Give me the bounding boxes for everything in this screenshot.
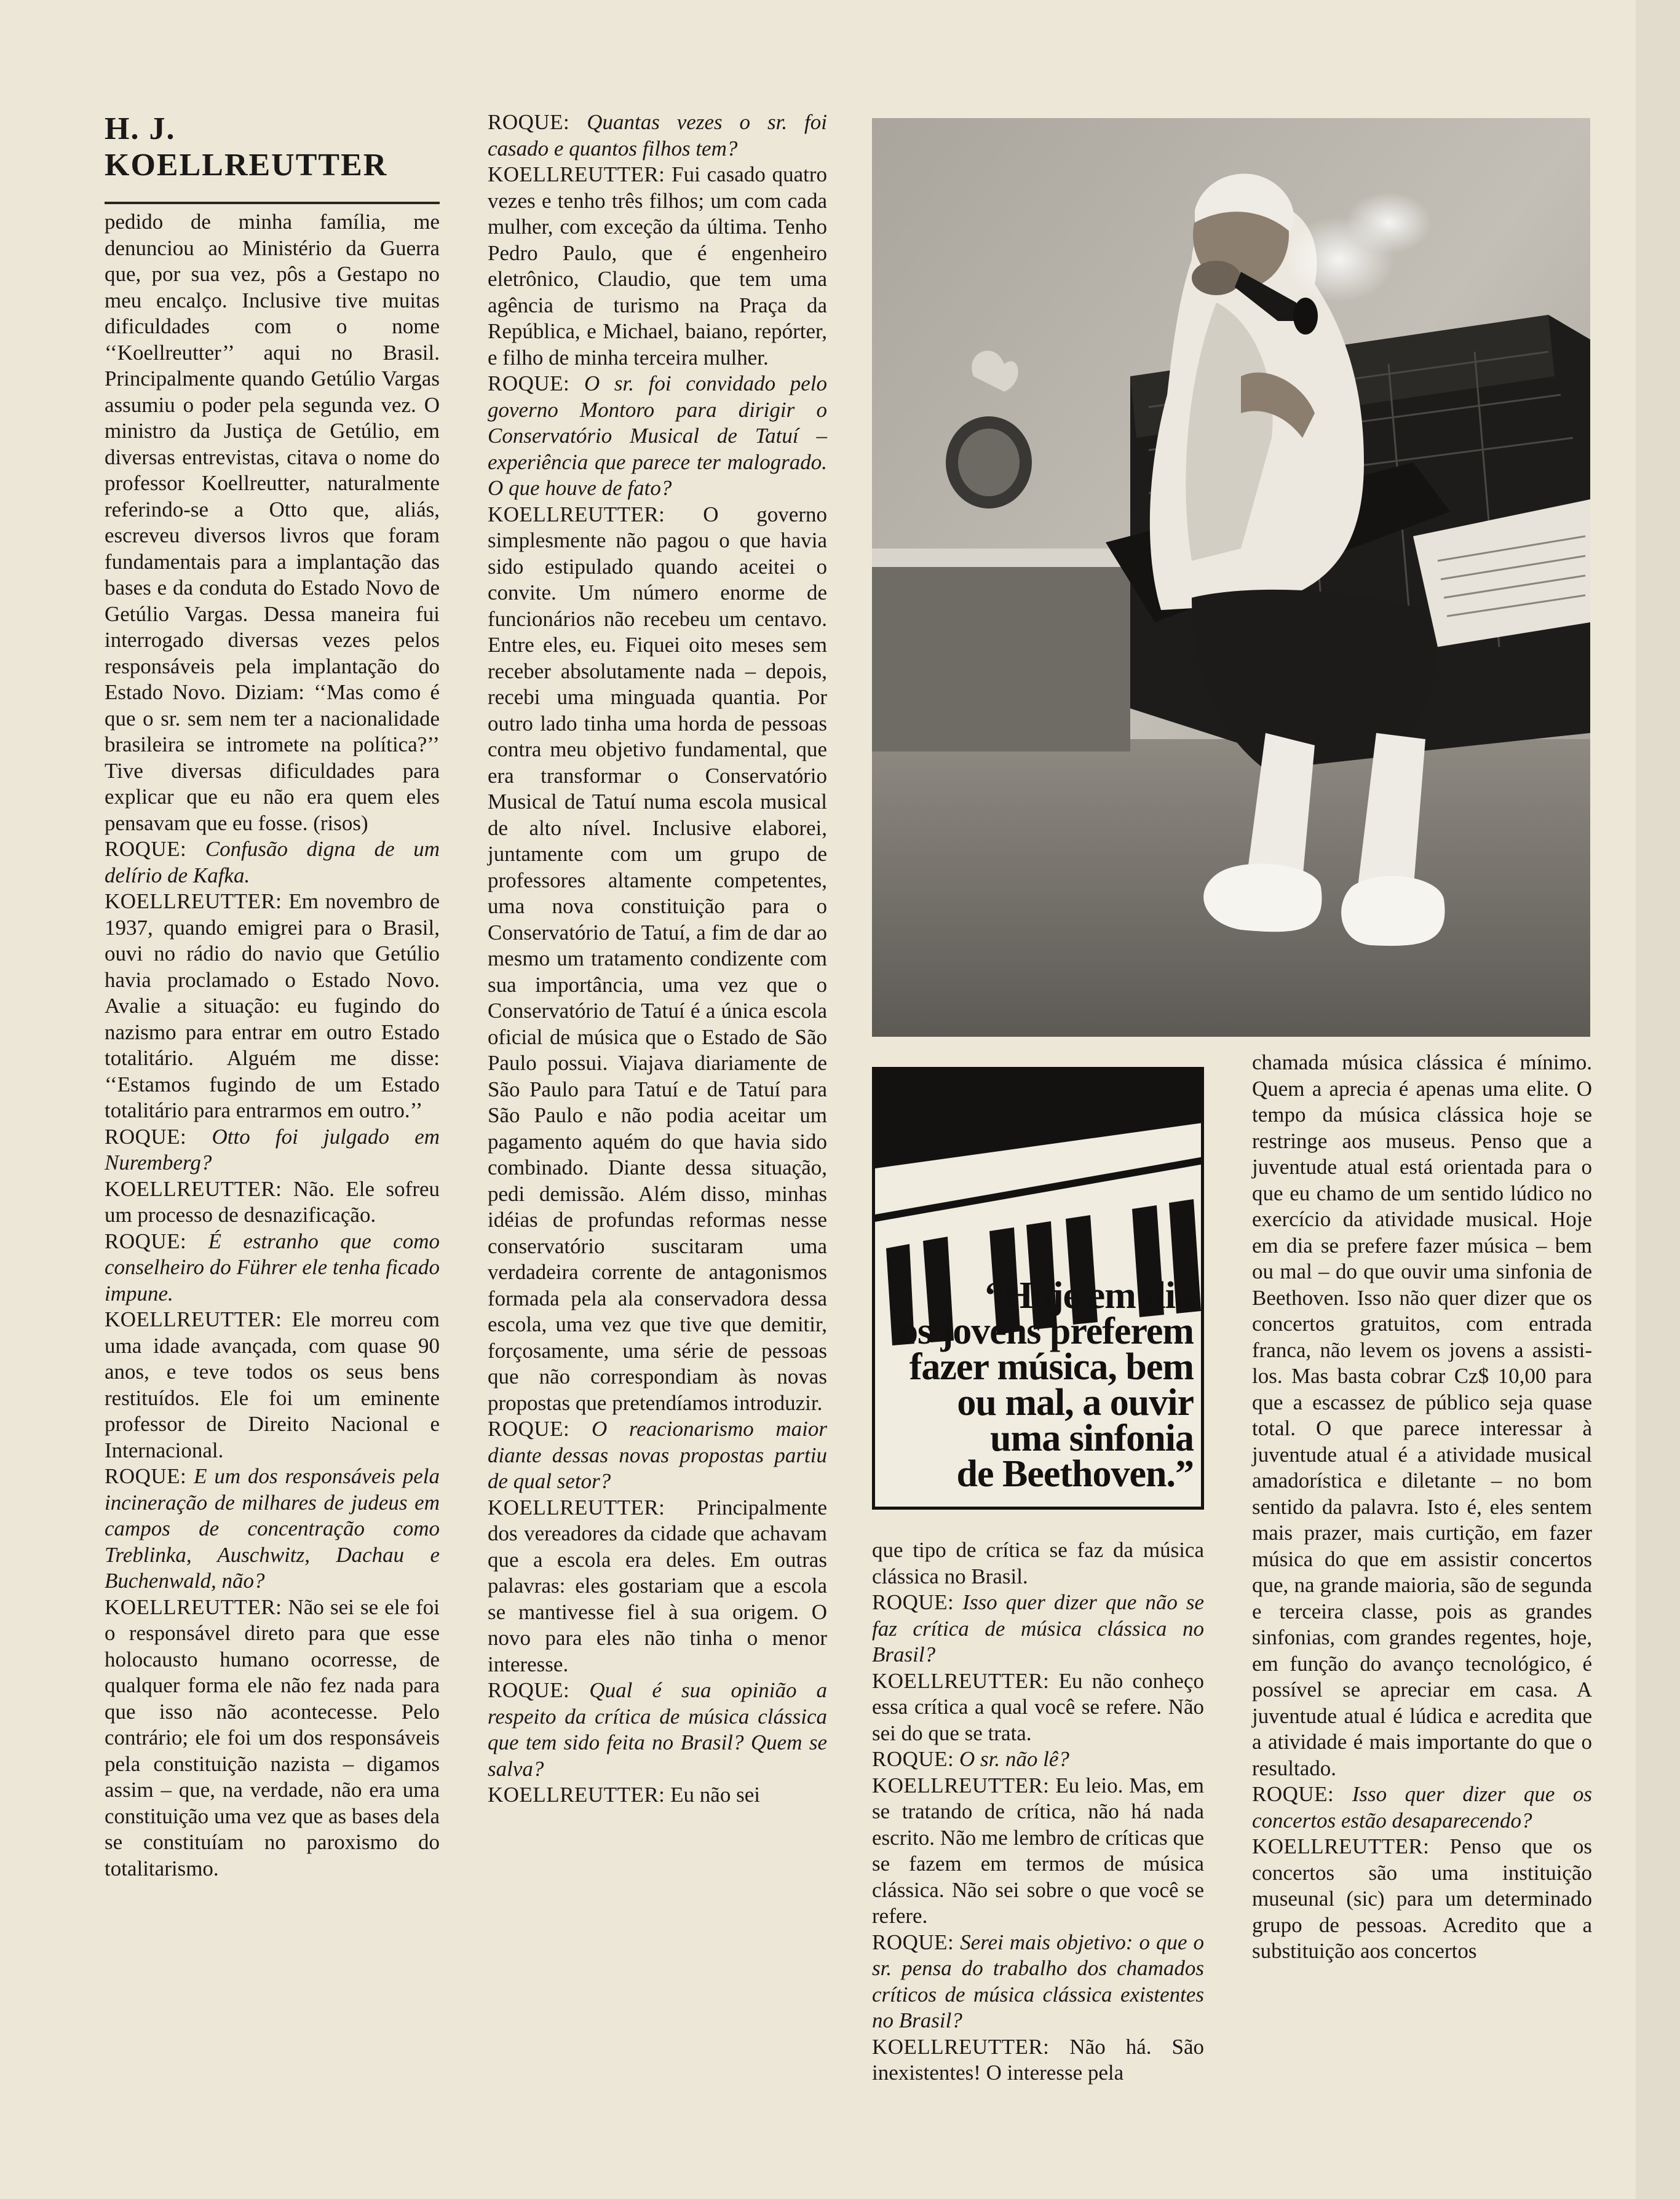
paragraph-text: Isso quer dizer que os concertos estão desaparecendo? xyxy=(1252,1782,1592,1832)
interview-answer xyxy=(105,1595,440,1882)
speaker-label: ROQUE: xyxy=(105,1464,187,1488)
pull-quote-box xyxy=(872,1067,1204,1510)
page-edge-shadow xyxy=(1636,0,1680,2199)
interview-question xyxy=(488,109,827,162)
speaker-label: ROQUE: xyxy=(872,1930,954,1954)
paragraph xyxy=(1252,1050,1592,1781)
paragraph-text: Fui casado quatro vezes e tenho três filhos; um com cada mulher, com exceção da última. Tenho Pedro Paulo, que é engenheiro eletrônico, Claudio, que tem uma agência de turismo na Praça da República, e Michael, baiano, repórter, e filho de minha terceira mulher. xyxy=(488,162,828,370)
speaker-label: KOELLREUTTER: xyxy=(488,1495,665,1519)
speaker-label: KOELLREUTTER: xyxy=(872,1668,1050,1693)
paragraph-text: O reacionarismo maior diante dessas novas propostas partiu de qual setor? xyxy=(488,1417,827,1493)
interview-question xyxy=(488,371,827,502)
text-column-3 xyxy=(872,1537,1204,2086)
paragraph-text: O sr. não lê? xyxy=(959,1747,1069,1771)
speaker-label: ROQUE: xyxy=(1252,1782,1334,1806)
paragraph-text: O sr. foi convidado pelo governo Montoro para dirigir o Conservatório Musical de Tatuí – experiência que parece ter malogrado. O que houve de fato? xyxy=(488,371,828,500)
interview-answer xyxy=(488,162,827,371)
speaker-label: KOELLREUTTER: xyxy=(1252,1834,1430,1858)
interview-question xyxy=(488,1678,827,1782)
speaker-label: KOELLREUTTER: xyxy=(105,1595,282,1619)
paragraph-text: Não há. São inexistentes! O interesse pela xyxy=(872,2034,1204,2085)
paragraph-text: Não sei se ele foi o responsável direto para que esse holocausto humano ocorresse, de qualquer forma ele não fez nada para que isso não acontecesse. Pelo contrário; ele foi um dos responsáveis pela constituição nazista – digamos assim – que, na verdade, não era uma constituição uma vez que as bases dela se constituíam no paroxismo do totalitarismo. xyxy=(105,1595,440,1880)
paragraph-text: Otto foi julgado em Nuremberg? xyxy=(105,1124,440,1175)
paragraph-text: O governo simplesmente não pagou o que havia sido estipulado quando aceitei o convite. Um número enorme de funcionários não recebeu um centavo. Entre eles, eu. Fiquei oito meses sem receber absolutamente nada – depois, recebi uma minguada quantia. Por outro lado tinha uma horda de pessoas contra meu objetivo fundamental, que era transformar o Conservatório Musical de Tatuí numa escola musical de alto nível. Inclusive elaborei, juntamente com um grupo de professores altamente competentes, uma nova constituição para o Conservatório de Tatuí, a fim de dar ao mesmo um tratamento condizente com sua importância, uma vez que o Conservatório de Tatuí é a única escola oficial de música que o Estado de São Paulo possui. Viajava diariamente de São Paulo para Tatuí e de Tatuí para São Paulo e não podia aceitar um pagamento aquém do que havia sido combinado. Diante dessa situação, pedi demissão. Além disso, minhas idéias de profundas reformas nesse conservatório suscitaram uma verdadeira corrente de antagonismos formada pela ala conservadora dessa escola, uma vez que tive que demitir, forçosamente, uma série de pessoas que não correspondiam às novas propostas que pretendíamos introduzir. xyxy=(488,502,827,1415)
interview-answer xyxy=(872,1668,1204,1747)
interview-answer xyxy=(105,889,440,1124)
interview-question xyxy=(488,1416,827,1495)
pull-quote-text: “Hoje em dia os jovens preferem fazer música, bem ou mal, a ouvir uma sinfonia de Beethoven.” xyxy=(898,1275,1194,1495)
paragraph xyxy=(872,1537,1204,1590)
paragraph xyxy=(105,209,440,836)
paragraph-text: Principalmente dos vereadores da cidade que achavam que a escola era deles. Em outras palavras: eles gostariam que a escola se mantivesse fiel à sua origem. O novo para eles não tinha o menor interesse. xyxy=(488,1495,827,1676)
interview-answer xyxy=(488,1782,827,1809)
paragraph-text: É estranho que como conselheiro do Führer ele tenha ficado impune. xyxy=(105,1229,440,1306)
paragraph-text: Penso que os concertos são uma instituição museunal (sic) para um determinado grupo de pessoas. Acredito que a substituição aos concertos xyxy=(1252,1834,1592,1963)
speaker-label: KOELLREUTTER: xyxy=(872,1773,1050,1797)
photo-man-smoking-pipe xyxy=(872,118,1590,1037)
interview-question xyxy=(105,1464,440,1595)
paragraph-text: Isso quer dizer que não se faz crítica de música clássica no Brasil? xyxy=(872,1590,1204,1666)
speaker-label: ROQUE: xyxy=(488,110,570,134)
speaker-label: KOELLREUTTER: xyxy=(105,1176,282,1201)
speaker-label: KOELLREUTTER: xyxy=(105,889,282,913)
speaker-label: KOELLREUTTER: xyxy=(488,1783,665,1807)
paragraph-text: chamada música clássica é mínimo. Quem a aprecia é apenas uma elite. O tempo da música clássica hoje se restringe aos museus. Penso que a juventude atual está orientada para o que eu chamo de um sentido lúdico no exercício da atividade musical. Hoje em dia se prefere fazer música – bem ou mal – do que ouvir uma sinfonia de Beethoven. Isso não quer dizer que os concertos gratuitos, com entrada franca, não levem os jovens a assisti-los. Mas basta cobrar Cz$ 10,00 para que a escassez de público seja quase total. O que parece interessar à juventude atual é a atividade musical amadorística e diletante – no bom sentido da palavra. Isto é, eles sentem mais prazer, mais curtição, em fazer música do que em assistir concertos que, na grande maioria, são de segunda e terceira classe, pois as grandes sinfonias, com grandes regentes, hoje, em função do avanço tecnológico, é possível se apreciar em casa. A juventude atual é lúdica e acredita que a atividade é mais importante do que o resultado. xyxy=(1252,1050,1592,1780)
interview-question xyxy=(872,1590,1204,1668)
speaker-label: ROQUE: xyxy=(105,837,187,861)
interview-question xyxy=(105,1229,440,1307)
interview-question xyxy=(872,1746,1204,1773)
speaker-label: ROQUE: xyxy=(872,1747,954,1771)
text-column-2 xyxy=(488,109,827,1809)
paragraph-text: Eu leio. Mas, em se tratando de crítica, não há nada escrito. Não me lembro de críticas que se fazem em termos de música clássica. Não sei sobre o que você se refere. xyxy=(872,1773,1204,1928)
paragraph-text: Confusão digna de um delírio de Kafka. xyxy=(105,837,440,887)
paragraph-text: pedido de minha família, me denunciou ao Ministério da Guerra que, por sua vez, pôs a Gestapo no meu encalço. Inclusive tive muitas dificuldades com o nome ‘‘Koellreutter’’ aqui no Brasil. Principalmente quando Getúlio Vargas assumiu o poder pela segunda vez. O ministro da Justiça de Getúlio, em diversas entrevistas, citava o nome do professor Koellreutter, naturalmente referindo-se a Otto que, aliás, escreveu diversos livros que foram fundamentais para a implantação das bases e da conduta do Estado Novo de Getúlio Vargas. Dessa maneira fui interrogado diversas vezes pelos responsáveis pela implantação do Estado Novo. Diziam: ‘‘Mas como é que o sr. sem nem ter a nacionalidade brasileira se intromete na política?’’ Tive diversas dificuldades para explicar que eu não era quem eles pensavam que eu fosse. (risos) xyxy=(105,210,440,835)
interview-answer xyxy=(872,1773,1204,1930)
speaker-label: ROQUE: xyxy=(488,371,570,395)
interview-question xyxy=(1252,1781,1592,1834)
interview-question xyxy=(105,1124,440,1176)
interview-answer xyxy=(105,1176,440,1229)
paragraph-text: Eu não conheço essa crítica a qual você se refere. Não sei do que se trata. xyxy=(872,1668,1204,1745)
speaker-label: ROQUE: xyxy=(105,1124,187,1149)
interview-answer xyxy=(488,502,827,1417)
paragraph-text: Qual é sua opinião a respeito da crítica de música clássica que tem sido feita no Brasil? Quem se salva? xyxy=(488,1678,828,1781)
paragraph-text: Eu não sei xyxy=(670,1783,760,1807)
interview-question xyxy=(105,836,440,889)
paragraph-text: Serei mais objetivo: o que o sr. pensa do trabalho dos chamados críticos de música clássica existentes no Brasil? xyxy=(872,1930,1205,2032)
paragraph-text: Ele morreu com uma idade avançada, com quase 90 anos, e teve todos os seus bens restituídos. Ele foi um eminente professor de Direito Nacional e Internacional. xyxy=(105,1307,440,1462)
speaker-label: ROQUE: xyxy=(488,1417,570,1441)
speaker-label: KOELLREUTTER: xyxy=(872,2034,1050,2059)
speaker-label: ROQUE: xyxy=(488,1678,570,1702)
speaker-label: KOELLREUTTER: xyxy=(488,162,665,186)
interview-answer xyxy=(488,1495,827,1678)
speaker-label: KOELLREUTTER: xyxy=(488,502,665,526)
speaker-label: KOELLREUTTER: xyxy=(105,1307,282,1331)
paragraph-text: E um dos responsáveis pela incineração de milhares de judeus em campos de concentração como Treblinka, Auschwitz, Dachau e Buchenwald, não? xyxy=(105,1464,440,1593)
paragraph-text: Quantas vezes o sr. foi casado e quantos filhos tem? xyxy=(488,110,827,160)
text-column-1 xyxy=(105,209,440,1882)
interview-answer xyxy=(872,2034,1204,2086)
speaker-label: ROQUE: xyxy=(872,1590,954,1614)
paragraph-text: Não. Ele sofreu um processo de desnazificação. xyxy=(105,1176,440,1227)
speaker-label: ROQUE: xyxy=(105,1229,187,1253)
interview-answer xyxy=(1252,1834,1592,1965)
text-column-4 xyxy=(1252,1050,1592,1965)
interview-question xyxy=(872,1930,1204,2034)
paragraph-text: Em novembro de 1937, quando emigrei para o Brasil, ouvi no rádio do navio que Getúlio havia proclamado o Estado Novo. Avalie a situação: eu fugindo do nazismo para entrar em outro Estado totalitário. Alguém me disse: ‘‘Estamos fugindo de um Estado totalitário para entrarmos em outro.’’ xyxy=(105,889,440,1122)
paragraph-text: que tipo de crítica se faz da música clássica no Brasil. xyxy=(872,1538,1204,1588)
interview-answer xyxy=(105,1307,440,1464)
author-heading: H. J. KOELLREUTTER xyxy=(105,111,388,183)
heading-rule xyxy=(105,202,440,204)
